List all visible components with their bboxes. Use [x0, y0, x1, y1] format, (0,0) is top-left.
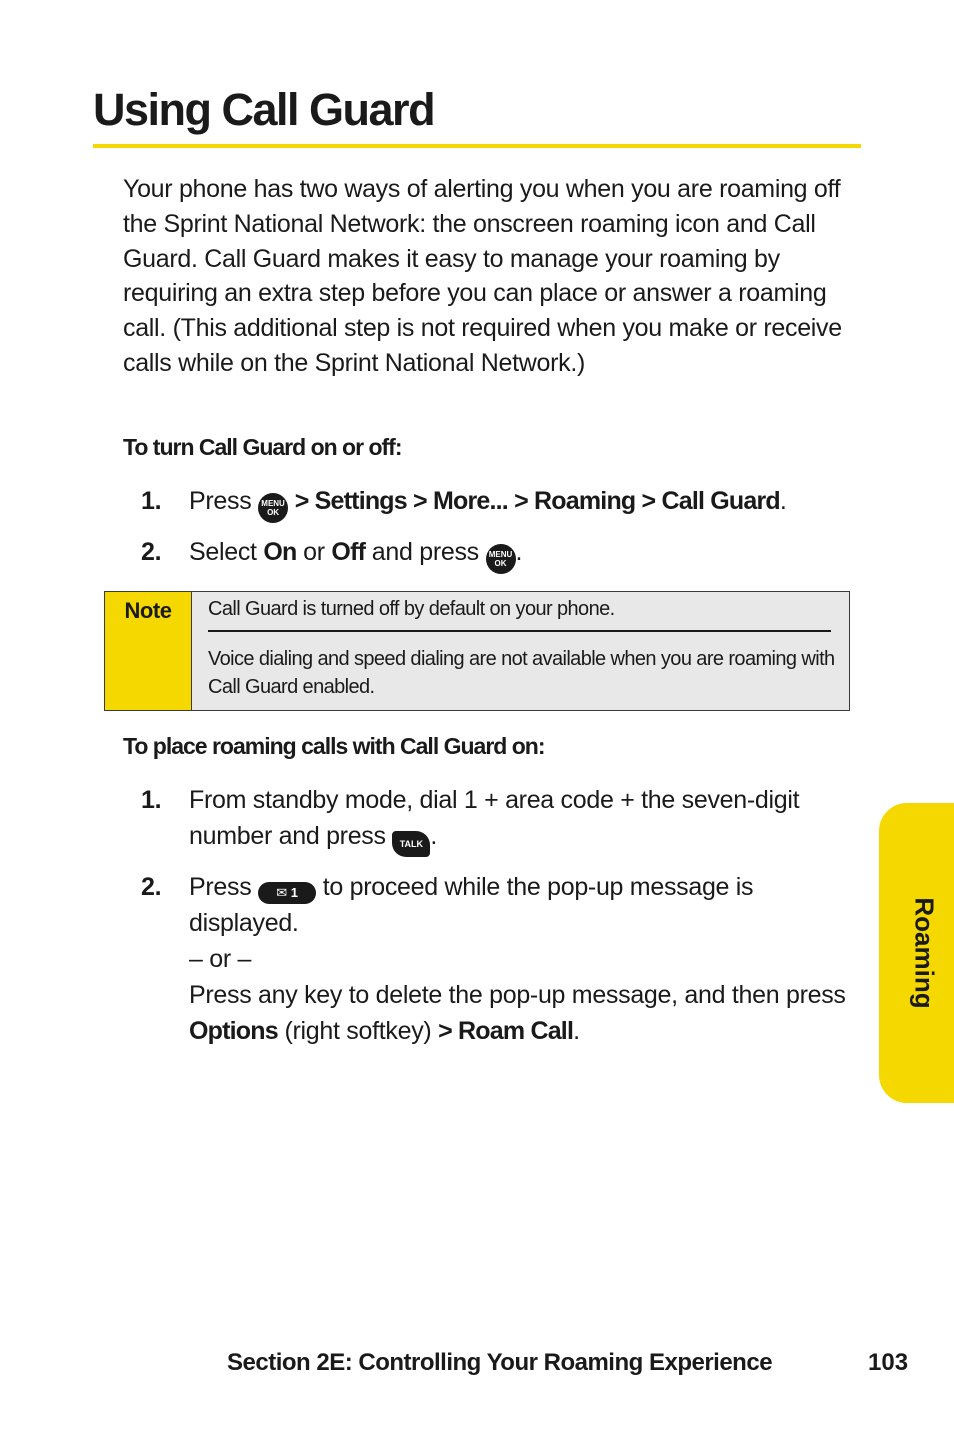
ok-key-label: OK: [267, 508, 280, 517]
step-number: 2.: [141, 538, 162, 566]
roam-call-label: > Roam Call: [438, 1017, 574, 1045]
note-text-2: Voice dialing and speed dialing are not available when you are roaming with Call Guard enabled.: [208, 648, 835, 698]
note-text-1: Call Guard is turned off by default on your phone.: [208, 598, 831, 632]
step-period: .: [430, 822, 438, 850]
step-text: [189, 869, 859, 1049]
option-on: On: [263, 538, 297, 566]
menu-ok-key-icon: [258, 493, 288, 523]
menu-ok-key-icon: [486, 544, 516, 574]
intro-paragraph: Your phone has two ways of alerting you when you are roaming off the Sprint National Network: the onscreen roaming icon and Call Guard. Call Guard makes it easy to manage your roaming by requiring an extra step before you can place or answer a roaming call. (This additional step is not required when you make or receive calls while on the Sprint National Network.): [123, 175, 842, 377]
step-period: .: [515, 538, 523, 566]
step-number: 2.: [141, 873, 162, 901]
step-text: [189, 782, 859, 857]
step-text-dial: From standby mode, dial 1 + area code + the seven-digit number and press: [189, 786, 800, 850]
footer-section-title: Section 2E: Controlling Your Roaming Experience: [227, 1349, 773, 1376]
step-number: 1.: [141, 487, 162, 515]
menu-key-label: MENU: [488, 550, 513, 559]
section-heading-roaming-calls: To place roaming calls with Call Guard on:: [123, 733, 545, 759]
or-separator: – or –: [189, 945, 252, 973]
menu-key-label: MENU: [261, 499, 285, 508]
step-text-select: Select: [189, 538, 257, 566]
note-label-cell: [105, 592, 192, 710]
step-text-or: or: [303, 538, 325, 566]
section-heading-turn-on-off: To turn Call Guard on or off:: [123, 434, 402, 460]
step-text-press: Press: [189, 487, 252, 515]
menu-path: > Settings > More... > Roaming > Call Guard: [294, 487, 780, 515]
note-label: Note: [124, 598, 172, 623]
step-period: .: [573, 1017, 580, 1045]
step-text-press: Press: [189, 873, 252, 901]
talk-key-icon: TALK: [392, 831, 430, 857]
section-side-tab: [879, 803, 954, 1103]
softkey-note: (right softkey): [284, 1017, 432, 1045]
options-softkey-label: Options: [189, 1017, 278, 1045]
page-number: 103: [868, 1349, 909, 1376]
step-number: 1.: [141, 786, 162, 814]
step-text-alternative: Press any key to delete the pop-up message, and then press: [189, 981, 846, 1009]
ok-key-label: OK: [494, 559, 507, 568]
title-underline: [93, 144, 861, 148]
step-period: .: [779, 487, 787, 515]
page-title: Using Call Guard: [93, 84, 435, 135]
one-key-icon: ✉ 1: [258, 882, 316, 904]
note-box: [104, 591, 850, 711]
step-text: [189, 483, 859, 523]
option-off: Off: [331, 538, 366, 566]
side-tab-label: Roaming: [909, 897, 940, 1009]
step-text-proceed: to proceed while the pop-up message is displayed.: [189, 873, 754, 937]
step-text: [189, 534, 859, 574]
step-text-and-press: and press: [371, 538, 479, 566]
